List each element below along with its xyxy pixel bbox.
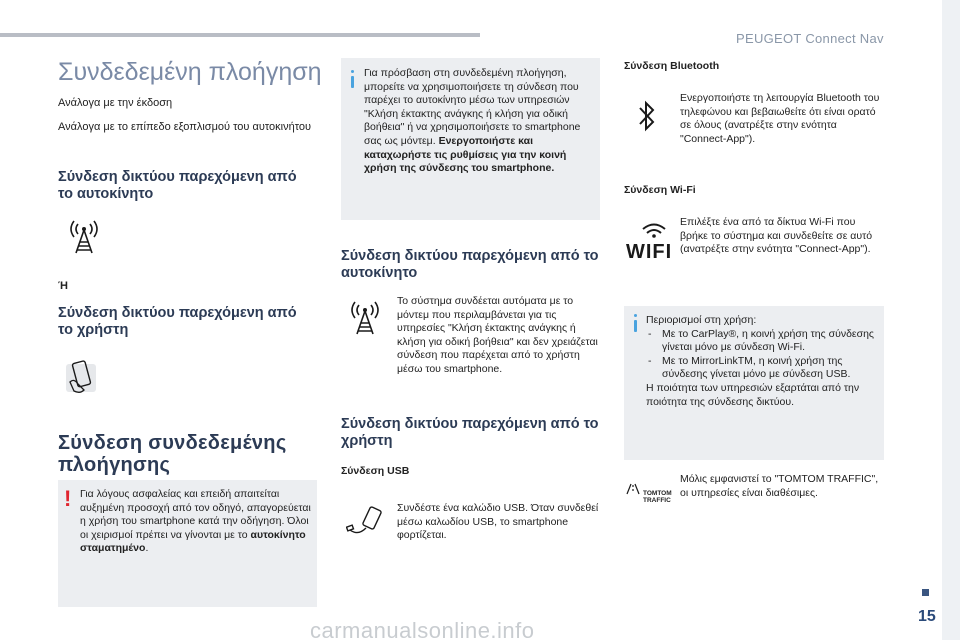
bluetooth-text: Ενεργοποιήστε τη λειτουργία Bluetooth του τηλεφώνου και βεβαιωθείτε ότι είναι ορατό σε όλους (ανατρέξτε στην ενότητα "Connect-App"). (680, 92, 880, 145)
page-side-strip (942, 0, 960, 640)
page-number: 15 (918, 608, 936, 625)
watermark: carmanualsonline.info (310, 618, 535, 643)
antenna-icon (345, 297, 385, 337)
bluetooth-label: Σύνδεση Bluetooth (624, 60, 720, 72)
restriction-item: - Με το MirrorLinkTM, η κοινή χρήση της σύνδεσης γίνεται μόνο με σύνδεση USB. (646, 355, 880, 382)
section-connection-title: Σύνδεση συνδεδεμένης πλοήγησης (58, 432, 287, 476)
section-user-network-detail-title: Σύνδεση δικτύου παρεχόμενη από το χρήστη (341, 416, 599, 449)
wifi-icon-text: WIFI (626, 241, 673, 263)
tomtom-traffic-icon (625, 482, 641, 496)
section-user-network-title: Σύνδεση δικτύου παρεχόμενη από το χρήστη (58, 305, 297, 338)
vehicle-network-text: Το σύστημα συνδέεται αυτόματα με το μόντεμ που περιλαμβάνεται για τις υπηρεσίες "Κλήση έκτακτης ανάγκης ή κλήση για οδική βοήθεια" και δεν χρειάζεται σύνδεση που παρέχεται από το χρήστη μέσω του smartphone. (397, 295, 598, 375)
wifi-label: Σύνδεση Wi-Fi (624, 184, 696, 196)
warning-icon: ! (64, 486, 72, 511)
section-vehicle-network-title: Σύνδεση δικτύου παρεχόμενη από το αυτοκίνητο (58, 169, 297, 202)
info-icon-dot (634, 314, 637, 317)
usb-cable-icon (346, 502, 390, 538)
tomtom-icon-label: TOMTOM TRAFFIC (643, 490, 672, 504)
page-marker-icon (922, 589, 929, 596)
smartphone-hand-icon (60, 356, 100, 396)
restrictions-text: Περιορισμοί στη χρήση: - Με το CarPlay®, η κοινή χρήση της σύνδεσης γίνεται μόνο με σύνδεση Wi-Fi. - Με το MirrorLinkTM, η κοινή χρήση της σύνδεσης γίνεται μόνο με σύνδεση USB. Η ποιότητα των υπηρεσιών εξαρτάται από την ποιότητα της σύνδεσης δικτύου. (646, 314, 880, 409)
info-icon (634, 320, 637, 332)
usb-text: Συνδέστε ένα καλώδιο USB. Όταν συνδεθεί μέσω καλωδίου USB, το smartphone φορτίζεται. (397, 502, 599, 542)
equipment-note: Ανάλογα με το επίπεδο εξοπλισμού του αυτοκινήτου (58, 121, 312, 133)
antenna-icon (64, 216, 104, 256)
header-rule (0, 33, 480, 37)
info-icon (351, 76, 354, 88)
section-vehicle-network-detail-title: Σύνδεση δικτύου παρεχόμενη από το αυτοκίνητο (341, 248, 599, 281)
wifi-text: Επιλέξτε ένα από τα δίκτυα Wi-Fi που βρήκε το σύστημα και συνδεθείτε σε αυτό (ανατρέξτε στην ενότητα "Connect-App"). (680, 216, 873, 256)
info-icon-dot (351, 70, 354, 73)
or-label: Ή (58, 280, 68, 292)
header-title: PEUGEOT Connect Nav (736, 31, 884, 46)
version-note: Ανάλογα με την έκδοση (58, 97, 173, 109)
wifi-signal-icon (641, 222, 667, 238)
info-text: Για πρόσβαση στη συνδεδεμένη πλοήγηση, μπορείτε να χρησιμοποιήσετε τη σύνδεση που παρέχει το αυτοκίνητο μέσω των υπηρεσιών "Κλήση έκτακτης ανάγκης ή κλήση για οδική βοήθεια" ή να χρησιμοποιήσετε το smartphone σας ως μόντεμ. Ενεργοποιήστε και καταχωρήστε τις ρυθμίσεις για την κοινή χρήση της σύνδεσης του smartphone. (364, 67, 581, 175)
warning-text: Για λόγους ασφαλείας και επειδή απαιτείται αυξημένη προσοχή από τον οδηγό, απαγορεύεται η χρήση του smartphone κατά την οδήγηση. Όλοι οι χειρισμοί πρέπει να γίνονται με το αυτοκίνητο σταματημένο. (80, 488, 311, 555)
tomtom-text: Μόλις εμφανιστεί το "TOMTOM TRAFFIC", οι υπηρεσίες είναι διαθέσιμες. (680, 473, 879, 499)
bluetooth-icon (636, 99, 658, 133)
usb-label: Σύνδεση USB (341, 465, 410, 477)
page-title: Συνδεδεμένη πλοήγηση (58, 58, 322, 86)
restriction-item: - Με το CarPlay®, η κοινή χρήση της σύνδεσης γίνεται μόνο με σύνδεση Wi-Fi. (646, 328, 880, 355)
